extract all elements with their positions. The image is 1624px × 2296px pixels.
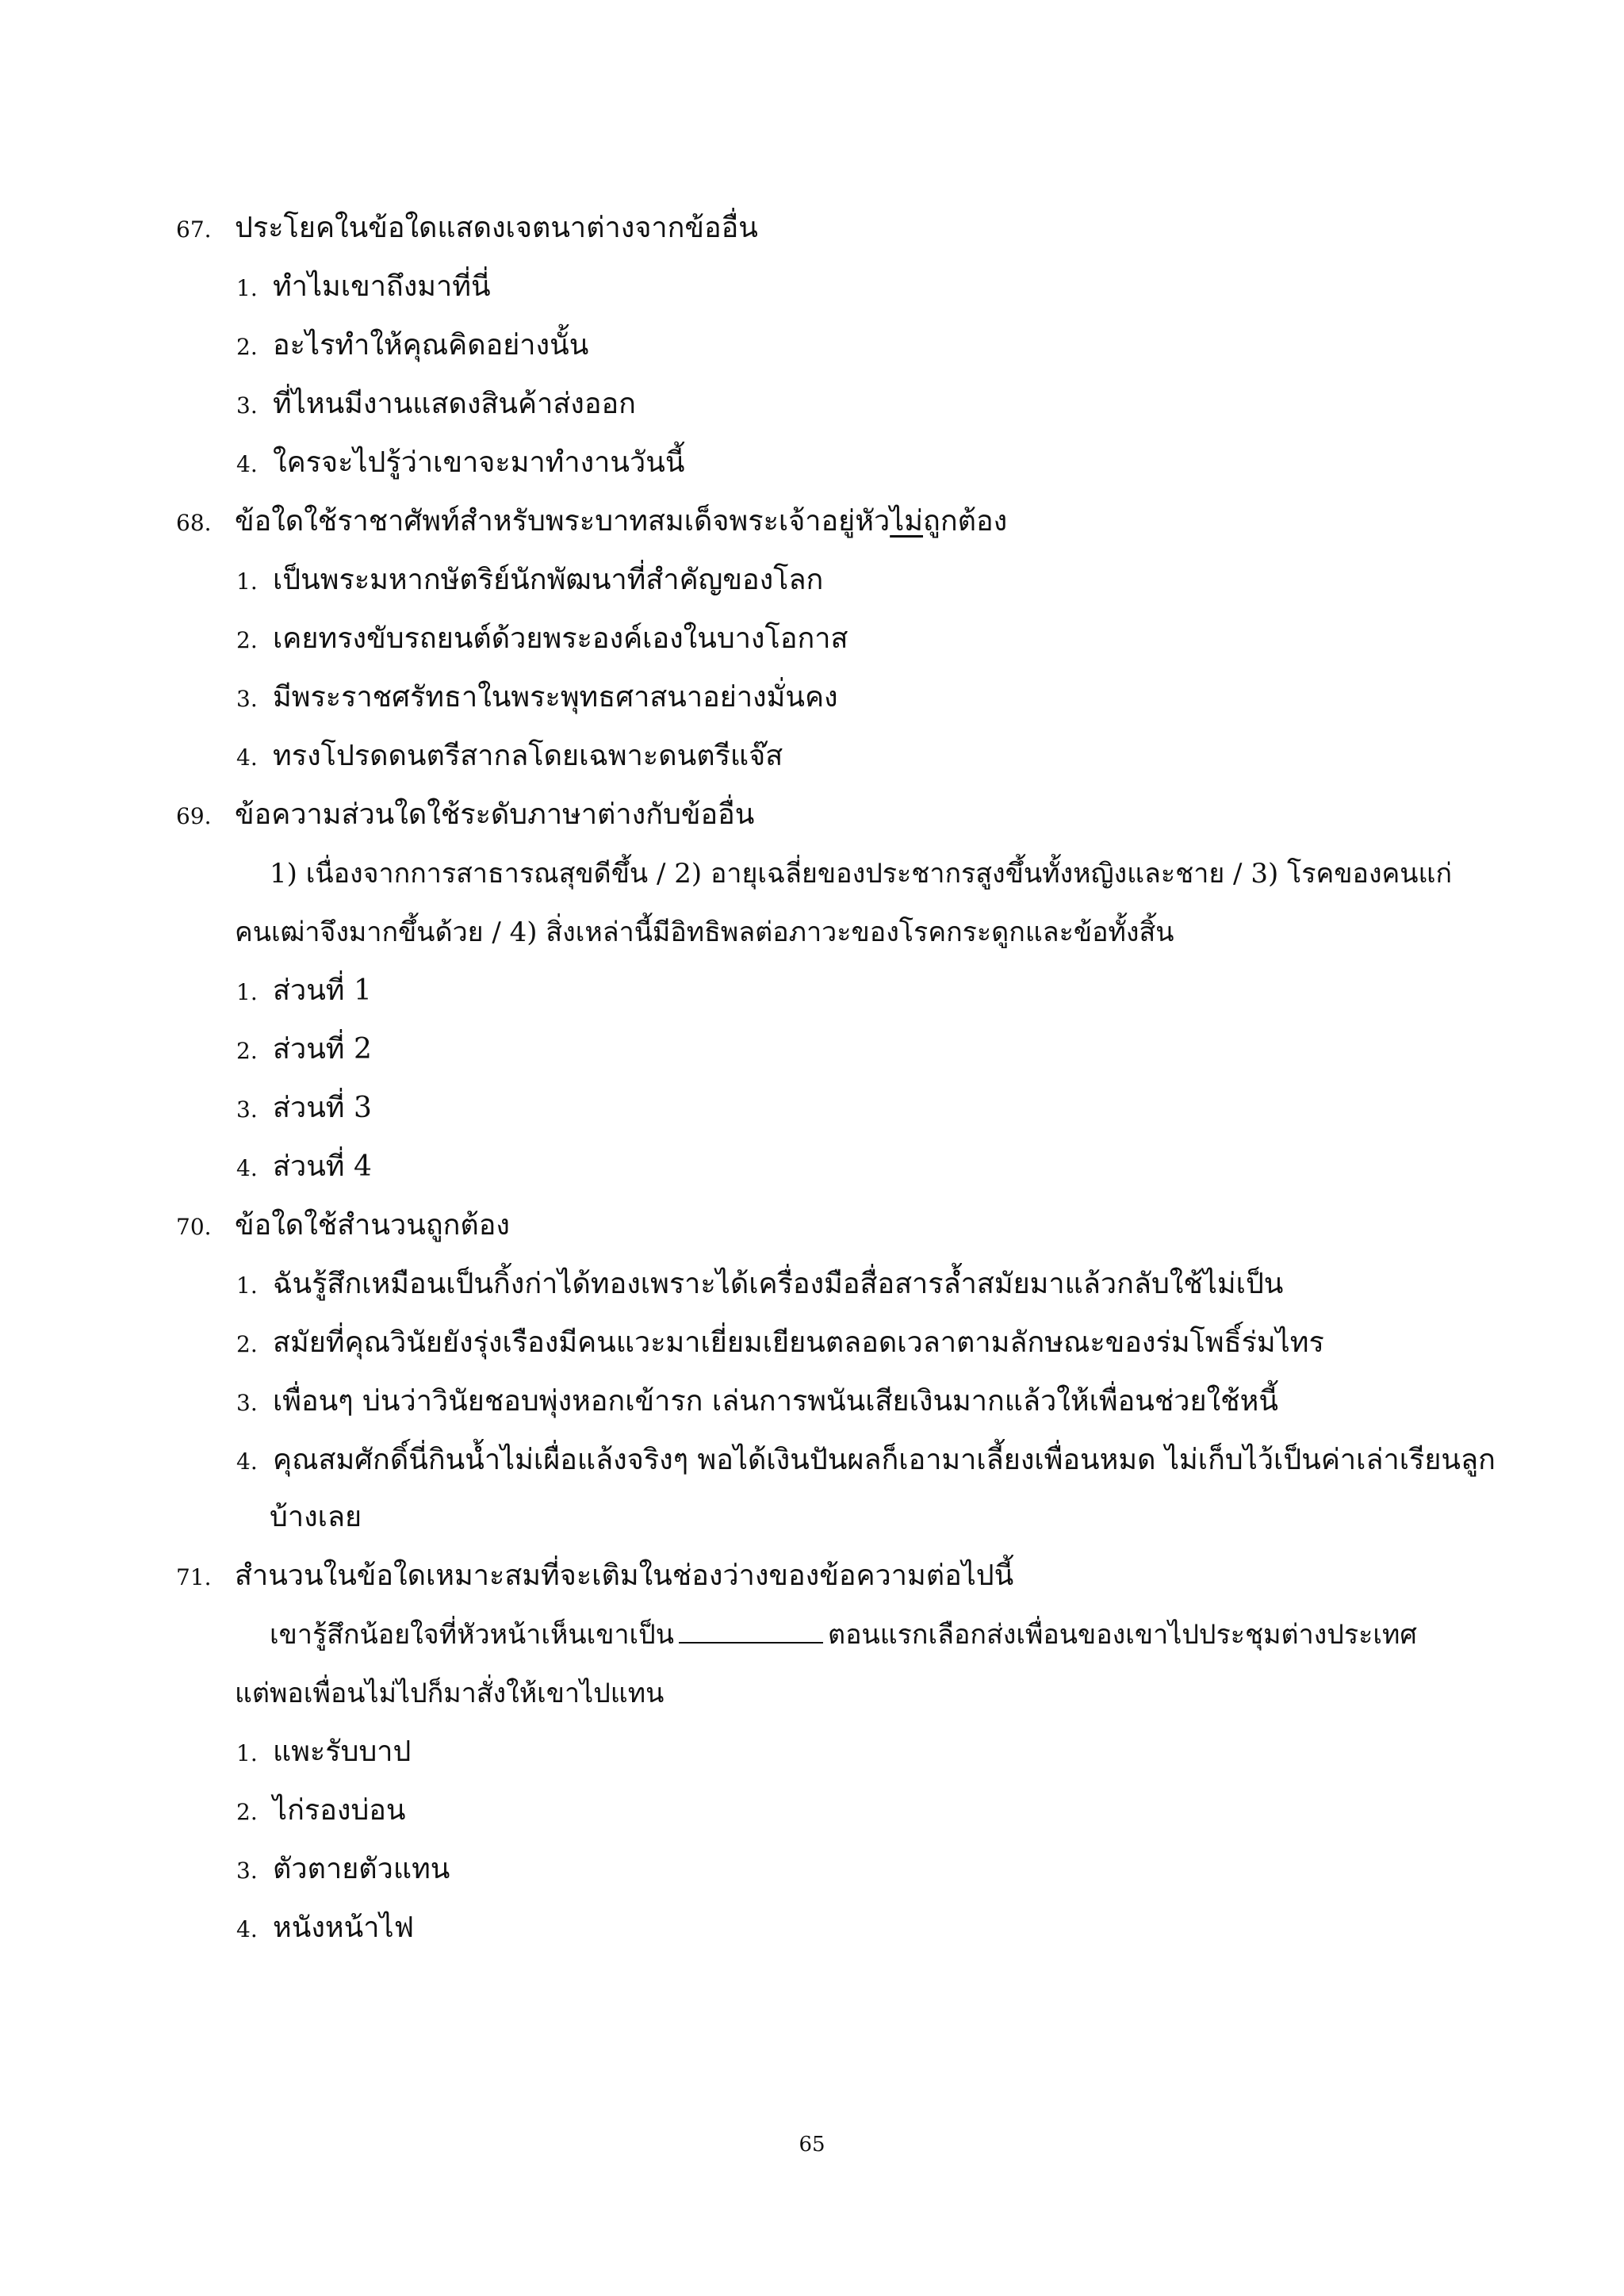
- option-text: เป็นพระมหากษัตริย์นักพัฒนาที่สำคัญของโลก: [273, 564, 824, 596]
- option: [236, 618, 848, 661]
- option-text: เคยทรงขับรถยนต์ด้วยพระองค์เองในบางโอกาส: [273, 622, 848, 655]
- underlined-word: ไม่: [890, 505, 924, 538]
- question-prompt: สำนวนในข้อใดเหมาะสมที่จะเติมในช่องว่างของข้อความต่อไปนี้: [235, 1559, 1014, 1592]
- question-number: 68.: [176, 510, 212, 536]
- option-number: 3.: [236, 1390, 258, 1416]
- option-number: 3.: [236, 392, 258, 419]
- option: [236, 1088, 372, 1131]
- option-text: เพื่อนๆ บ่นว่าวินัยชอบพุ่งหอกเข้ารก เล่นการพนันเสียเงินมากแล้วให้เพื่อนช่วยใช้หนี้: [273, 1385, 1278, 1418]
- option-number: 1.: [236, 1272, 258, 1299]
- option-continuation: บ้างเลย: [270, 1501, 362, 1533]
- option-text: ส่วนที่ 1: [273, 974, 372, 1007]
- option: [236, 1790, 406, 1833]
- option-number: 4.: [236, 1448, 258, 1475]
- option-number: 3.: [236, 1858, 258, 1884]
- passage-line: 1) เนื่องจากการสาธารณสุขดีขึ้น / 2) อายุเฉลี่ยของประชากรสูงขึ้นทั้งหญิงและชาย / 3) โรคของคนแก่: [270, 858, 1453, 890]
- question-69: [176, 794, 754, 837]
- option-number: 2.: [236, 627, 258, 653]
- option-number: 1.: [236, 1740, 258, 1766]
- option-text: แพะรับบาป: [273, 1735, 412, 1768]
- passage-text: ตอนแรกเลือกส่งเพื่อนของเขาไปประชุมต่างประเทศ: [828, 1619, 1418, 1651]
- option-text: ส่วนที่ 2: [273, 1033, 372, 1066]
- option-number: 2.: [236, 1038, 258, 1064]
- option-text: มีพระราชศรัทธาในพระพุทธศาสนาอย่างมั่นคง: [273, 681, 838, 714]
- option: [236, 560, 823, 603]
- option-number: 3.: [236, 1096, 258, 1123]
- passage-line: แต่พอเพื่อนไม่ไปก็มาสั่งให้เขาไปแทน: [235, 1678, 665, 1709]
- option-text: ไก่รองบ่อน: [273, 1794, 406, 1827]
- option: [236, 384, 636, 427]
- question-prompt: ข้อใดใช้ราชาศัพท์สำหรับพระบาทสมเด็จพระเจ้าอยู่หัว: [235, 505, 891, 538]
- option-number: 1.: [236, 275, 258, 301]
- question-71: [176, 1556, 1013, 1598]
- option-text: คุณสมศักดิ์นี่กินน้ำไม่เผื่อแล้งจริงๆ พอได้เงินปันผลก็เอามาเลี้ยงเพื่อนหมด ไม่เก็บไว้เป็นค่าเล่าเรียนลูก: [273, 1444, 1496, 1476]
- option: [236, 442, 684, 485]
- question-prompt-end: ถูกต้อง: [923, 505, 1008, 538]
- option-number: 1.: [236, 979, 258, 1005]
- option-number: 2.: [236, 334, 258, 360]
- option-text: ส่วนที่ 4: [273, 1150, 372, 1183]
- option: [236, 677, 838, 720]
- option: [236, 266, 491, 309]
- option: [236, 1322, 1324, 1365]
- question-70: [176, 1205, 510, 1248]
- option-number: 1.: [236, 568, 258, 595]
- option-text: ทรงโปรดดนตรีสากลโดยเฉพาะดนตรีแจ๊ส: [273, 740, 783, 772]
- question-number: 71.: [176, 1564, 212, 1590]
- option-text: ส่วนที่ 3: [273, 1092, 372, 1124]
- question-68: [176, 501, 1007, 544]
- passage-line: [270, 1614, 1417, 1655]
- option-text: ใครจะไปรู้ว่าเขาจะมาทำงานวันนี้: [273, 446, 685, 479]
- option: [236, 1381, 1278, 1424]
- option-number: 4.: [236, 451, 258, 477]
- option: [236, 1849, 450, 1892]
- option: [236, 1264, 1283, 1307]
- option-number: 2.: [236, 1331, 258, 1357]
- question-67: [176, 208, 758, 251]
- page-number: 65: [799, 2133, 825, 2156]
- question-prompt: ข้อใดใช้สำนวนถูกต้อง: [235, 1209, 510, 1242]
- passage-text: เขารู้สึกน้อยใจที่หัวหน้าเห็นเขาเป็น: [270, 1619, 674, 1651]
- option-number: 2.: [236, 1799, 258, 1825]
- question-number: 67.: [176, 216, 212, 243]
- option-text: ทำไมเขาถึงมาที่นี่: [273, 270, 491, 303]
- option: [236, 1732, 411, 1774]
- question-prompt: ข้อความส่วนใดใช้ระดับภาษาต่างกับข้ออื่น: [235, 798, 755, 831]
- option-text: ตัวตายตัวแทน: [273, 1853, 450, 1885]
- option: [236, 1146, 372, 1189]
- option: [236, 1029, 372, 1072]
- option-number: 4.: [236, 744, 258, 771]
- option: [236, 1440, 1496, 1483]
- question-number: 70.: [176, 1214, 212, 1240]
- question-number: 69.: [176, 803, 212, 829]
- option-text: สมัยที่คุณวินัยยังรุ่งเรืองมีคนแวะมาเยี่ยมเยียนตลอดเวลาตามลักษณะของร่มโพธิ์ร่มไทร: [273, 1326, 1324, 1359]
- option-text: หนังหน้าไฟ: [273, 1911, 415, 1944]
- option-number: 4.: [236, 1155, 258, 1181]
- option: [236, 970, 372, 1013]
- passage-line: คนเฒ่าจึงมากขึ้นด้วย / 4) สิ่งเหล่านี้มีอิทธิพลต่อภาวะของโรคกระดูกและข้อทั้งสิ้น: [235, 916, 1174, 948]
- option-text: ฉันรู้สึกเหมือนเป็นกิ้งก่าได้ทองเพราะได้เครื่องมือสื่อสารล้ำสมัยมาแล้วกลับใช้ไม่เป็น: [273, 1268, 1284, 1300]
- fill-in-blank: [679, 1618, 823, 1644]
- option-text: ที่ไหนมีงานแสดงสินค้าส่งออก: [273, 388, 636, 420]
- question-prompt: ประโยคในข้อใดแสดงเจตนาต่างจากข้ออื่น: [235, 212, 758, 244]
- option: [236, 1908, 414, 1950]
- option: [236, 325, 588, 368]
- option: [236, 736, 783, 779]
- option-number: 4.: [236, 1916, 258, 1942]
- option-text: อะไรทำให้คุณคิดอย่างนั้น: [273, 329, 589, 362]
- option-number: 3.: [236, 686, 258, 712]
